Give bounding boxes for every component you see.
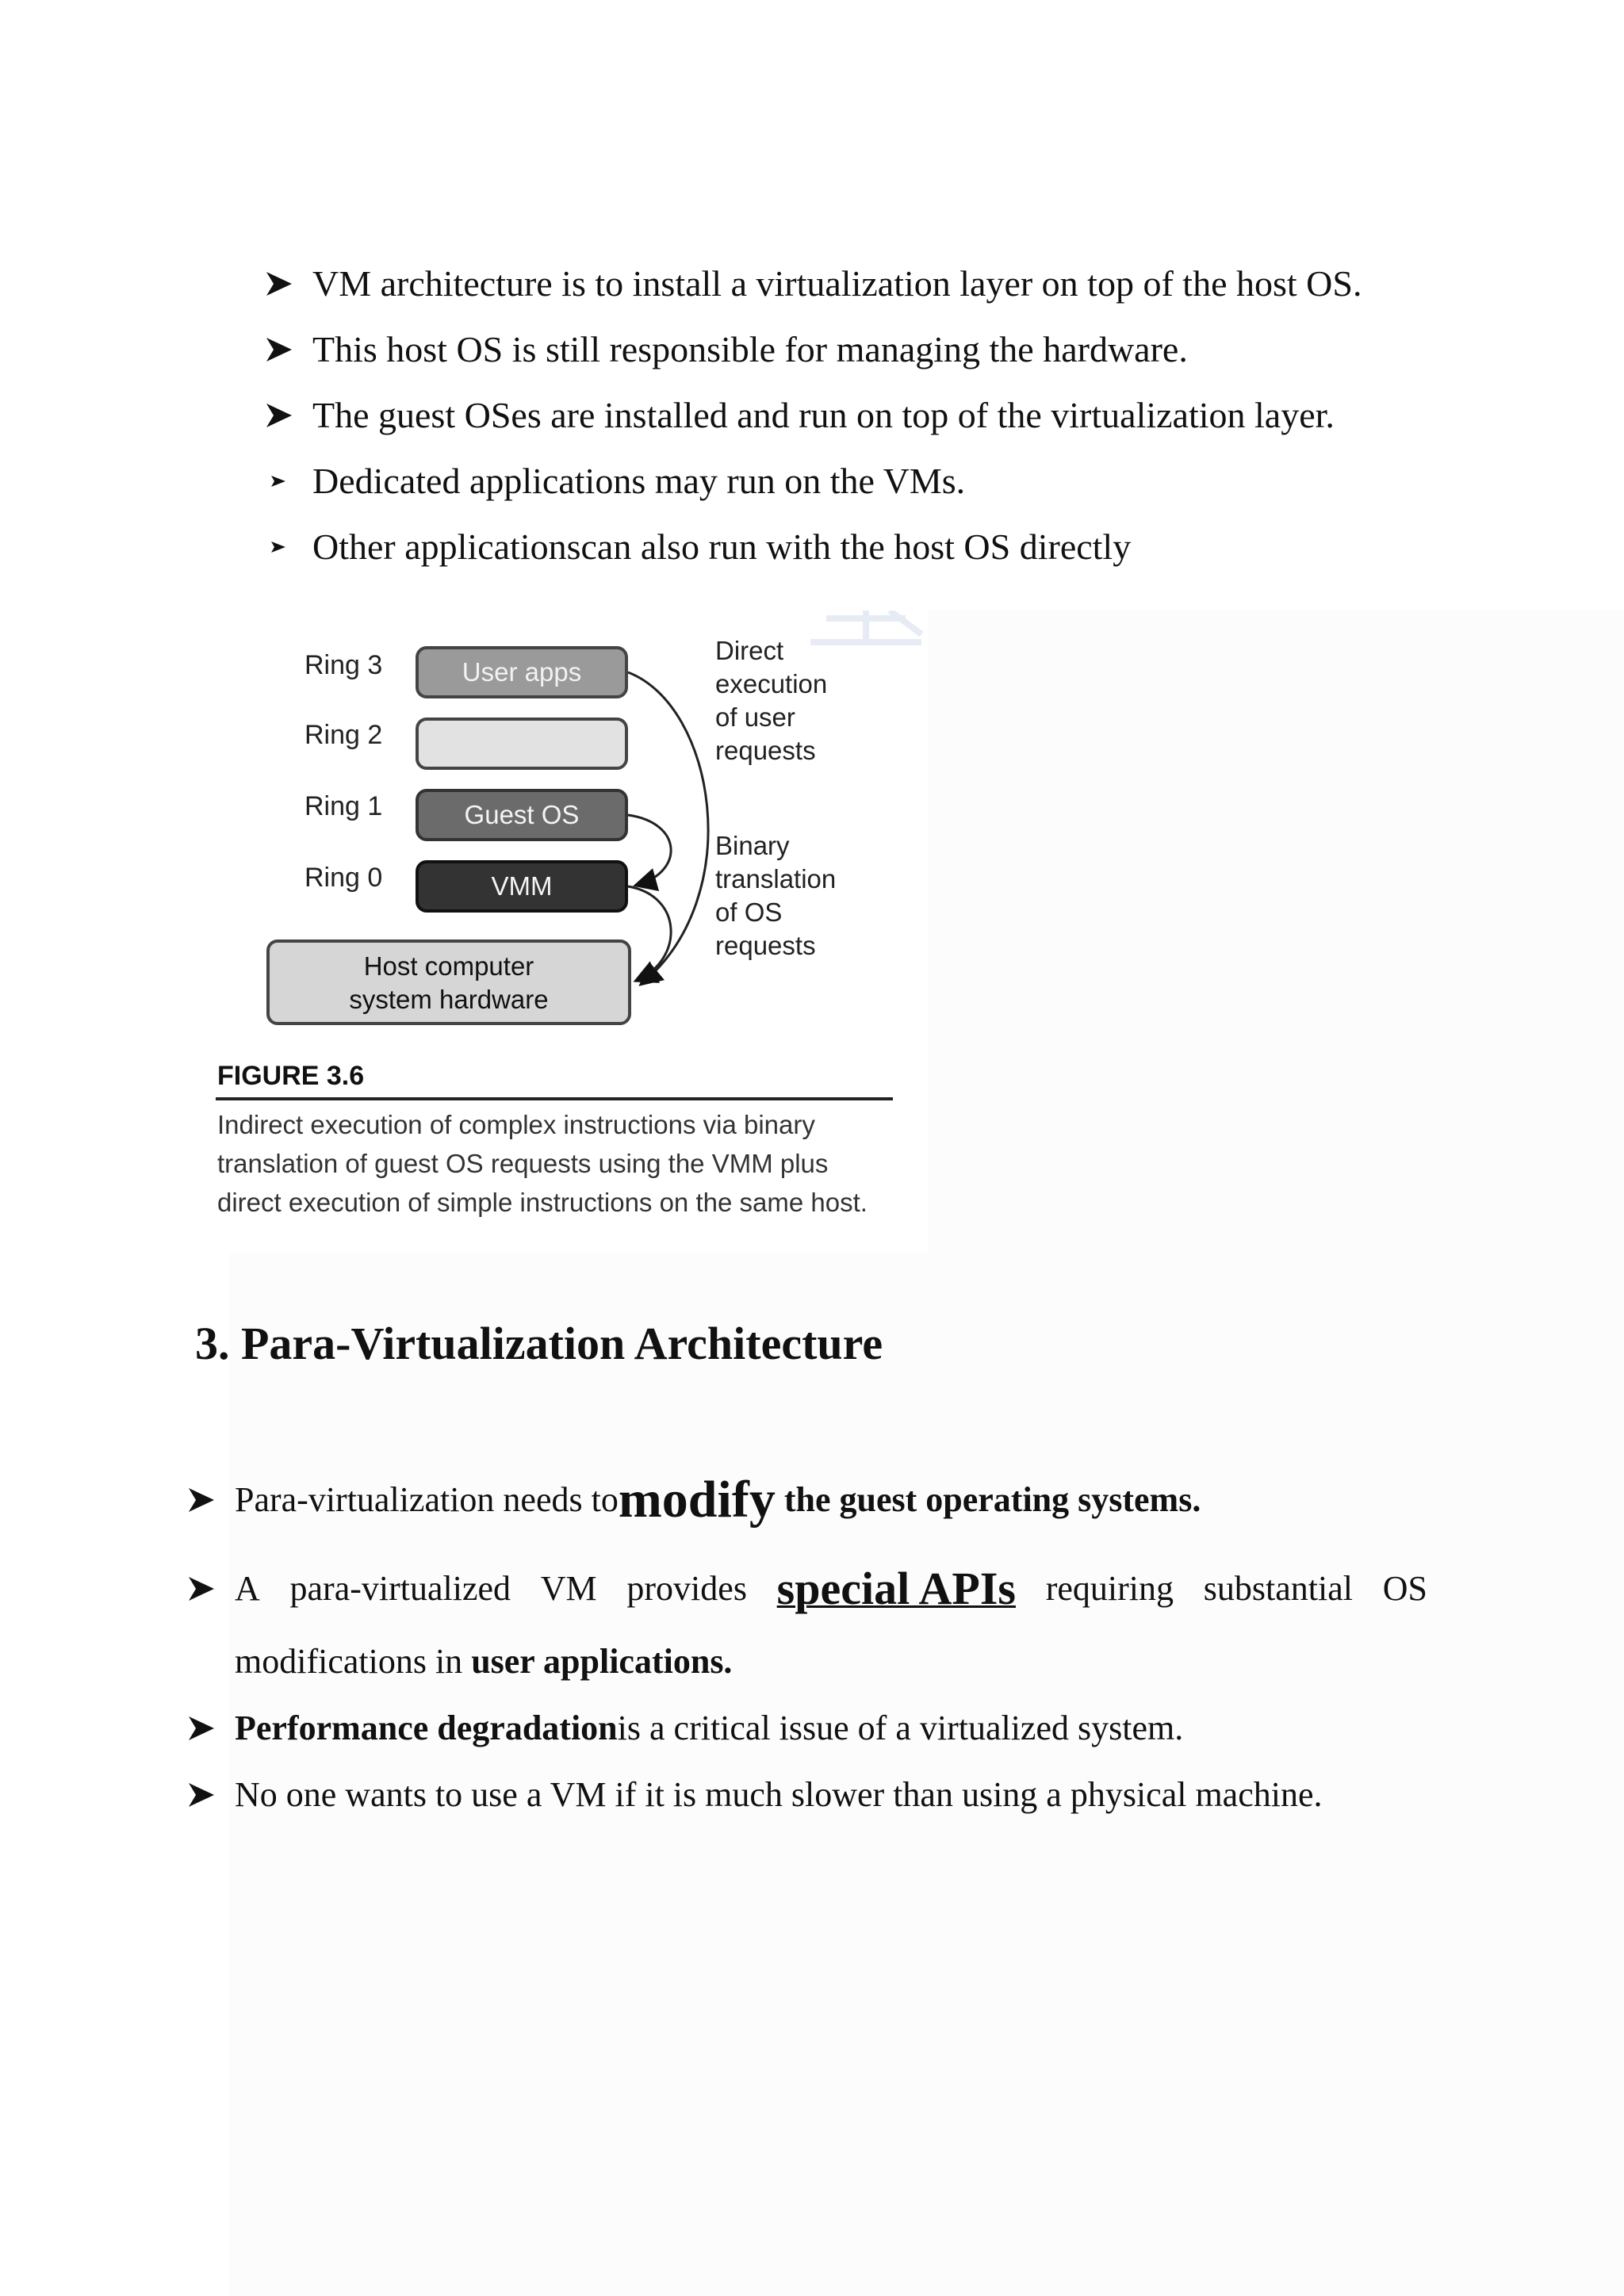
annotation-binary-line: Binary <box>715 831 790 860</box>
section-heading: 3. Para-Virtualization Architecture <box>195 1318 883 1369</box>
ring-2-box <box>417 719 626 768</box>
word: A <box>235 1569 260 1608</box>
list-item-text: Other applicationscan also run with the host OS directly <box>312 526 1132 567</box>
bullet-text-bold: user applications. <box>471 1642 733 1681</box>
ring-3-label: Ring 3 <box>304 650 383 680</box>
list-item-text: This host OS is still responsible for managing the hardware. <box>312 329 1188 369</box>
word: substantial <box>1203 1569 1353 1608</box>
host-box-line-2: system hardware <box>349 985 549 1014</box>
list-item <box>265 459 965 503</box>
list-item <box>265 327 1188 372</box>
arrow-bullet-icon <box>187 1575 235 1602</box>
list-item <box>187 1557 1427 1621</box>
arrow-bullet-icon <box>187 1487 235 1513</box>
vmm-box-label: VMM <box>491 871 553 901</box>
guest-to-vmm-arrow <box>628 815 671 885</box>
annotation-direct-line: of user <box>715 702 795 732</box>
direct-execution-arrow <box>628 672 708 983</box>
arrow-bullet-icon <box>187 1781 235 1808</box>
annotation-direct-line: execution <box>715 669 828 698</box>
bullet-text: No one wants to use a VM if it is much slower than using a physical machine. <box>235 1775 1323 1814</box>
ring-diagram <box>208 610 928 1253</box>
bullet-text-bold: the guest operating systems. <box>775 1480 1201 1519</box>
annotation-direct-line: Direct <box>715 636 784 665</box>
word: OS <box>1382 1569 1427 1608</box>
list-item <box>187 1468 1201 1532</box>
ring-2-label: Ring 2 <box>304 720 383 750</box>
arrow-bullet-icon <box>265 270 312 297</box>
word: para-virtualized <box>289 1569 511 1608</box>
user-apps-box-label: User apps <box>462 657 582 687</box>
figure-3-6 <box>208 610 928 1253</box>
list-item <box>265 525 1131 569</box>
vmm-to-host-arrow <box>628 886 671 980</box>
figure-caption-line: direct execution of simple instructions on the same host. <box>217 1188 868 1217</box>
emphasis-special-apis: special APIs <box>776 1563 1016 1614</box>
figure-caption-line: Indirect execution of complex instructions via binary <box>217 1110 815 1139</box>
arrow-bullet-icon <box>265 336 312 363</box>
list-item <box>187 1773 1323 1817</box>
arrow-bullet-icon <box>265 468 312 495</box>
arrow-bullet-icon <box>265 402 312 429</box>
host-box-line-1: Host computer <box>363 951 534 981</box>
annotation-binary-line: translation <box>715 864 837 894</box>
list-item-text: VM architecture is to install a virtualization layer on top of the host OS. <box>312 263 1362 304</box>
list-item <box>265 393 1335 438</box>
guest-os-box-label: Guest OS <box>464 800 580 829</box>
bullet-text: modifications in <box>235 1642 472 1681</box>
bullet-text-bold: Performance degradation <box>235 1709 618 1747</box>
list-item-continuation <box>235 1640 732 1684</box>
bullet-text: is a critical issue of a virtualized system. <box>617 1709 1184 1747</box>
annotation-binary-line: requests <box>715 931 816 960</box>
arrow-bullet-icon <box>265 534 312 561</box>
annotation-direct-line: requests <box>715 736 816 765</box>
figure-caption-line: translation of guest OS requests using the VMM plus <box>217 1149 829 1178</box>
ring-1-label: Ring 1 <box>304 791 383 821</box>
annotation-binary-line: of OS <box>715 897 783 927</box>
word: provides <box>626 1569 747 1608</box>
ring-0-label: Ring 0 <box>304 863 383 893</box>
list-item <box>187 1706 1183 1751</box>
list-item-text: The guest OSes are installed and run on top of the virtualization layer. <box>312 395 1335 435</box>
word: requiring <box>1045 1569 1174 1608</box>
watermark-glyph <box>810 610 921 642</box>
bullet-text-pre: Para-virtualization needs to <box>235 1480 619 1519</box>
word: VM <box>540 1569 597 1608</box>
list-item-text: Dedicated applications may run on the VMs. <box>312 461 966 501</box>
list-item <box>265 262 1362 306</box>
justified-line <box>235 1557 1427 1621</box>
emphasis-modify: modify <box>618 1471 776 1529</box>
arrow-bullet-icon <box>187 1715 235 1742</box>
figure-caption-title: FIGURE 3.6 <box>217 1061 365 1091</box>
